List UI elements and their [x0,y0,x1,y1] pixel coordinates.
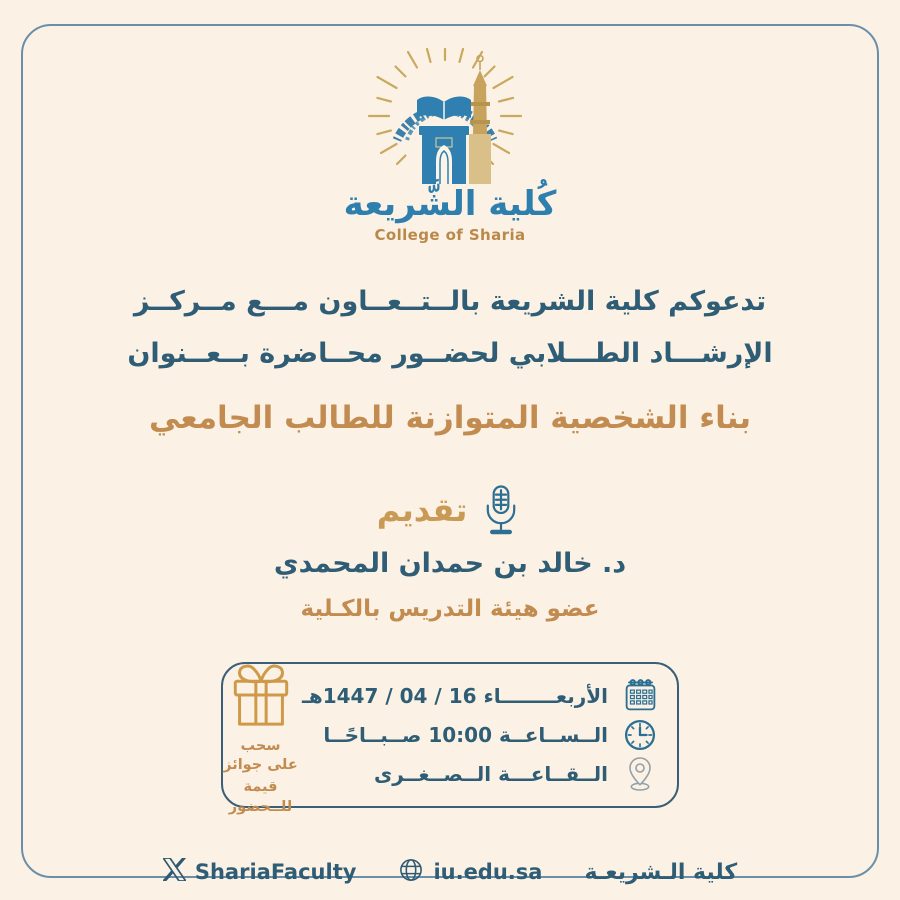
microphone-icon [479,481,523,539]
speaker-role: عضو هيئة التدريس بالكـلية [300,596,600,622]
footer-college-name: كلية الـشريعـة [584,859,738,885]
event-date: الأربعــــــــاء 16 / 04 / 1447هـ [302,683,608,708]
event-details-box [221,662,679,815]
website-url-text: iu.edu.sa [433,860,543,884]
logo-college-name-en: College of Sharia [374,226,526,244]
x-twitter-icon [163,858,186,886]
prize-text-line-2: قيمة للــحضور [228,779,293,815]
calendar-icon [621,677,659,714]
prize-text-line-1: سحب على جوائز [223,737,298,774]
presenter-label: تقديم [376,491,468,529]
gift-icon [225,659,297,735]
details-rows [298,664,677,806]
time-row [302,717,659,753]
lecture-title: بناء الشخصية المتوازنة للطالب الجامعي [148,400,752,436]
clock-icon [621,717,659,753]
invitation-line-2: الإرشـــاد الطـــلابي لحضــور محــاضرة بــعــنوان [127,338,773,369]
date-row [302,677,659,714]
twitter-handle-text: ShariaFaculty [194,860,357,884]
invitation-text [60,276,840,380]
event-location: الــقــاعـــة الــصــغــرى [373,762,608,786]
prize-note [223,664,298,815]
globe-icon [398,857,424,888]
college-emblem-icon [357,48,543,188]
presenter-row [0,478,900,542]
event-time: الــســاعــة 10:00 صــبــاحًــا [323,722,608,747]
footer [0,852,900,892]
website-link[interactable] [398,857,542,888]
logo-arabic-calligraphy: كُلية الشَّريعة [343,184,557,224]
twitter-account[interactable] [163,858,357,886]
speaker-name: د. خالد بن حمدان المحمدي [273,548,627,579]
location-pin-icon [621,755,659,793]
location-row [302,755,659,793]
invitation-line-1: تدعوكم كلية الشريعة بالــتــعــاون مـــع مــركــز [133,286,767,317]
